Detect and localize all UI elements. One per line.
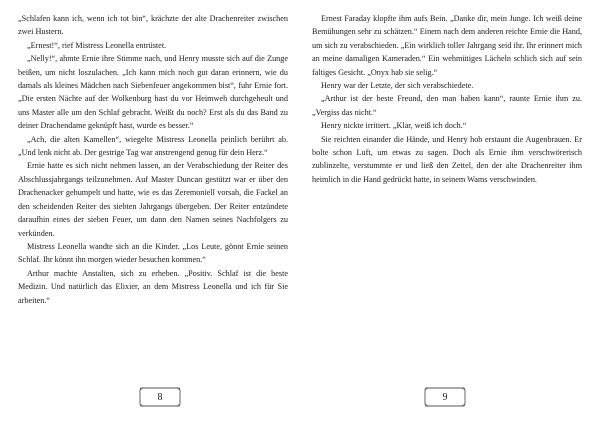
paragraph: Arthur machte Anstalten, sich zu erheben. „Positiv. Schlaf ist die beste Medizin. Und natürlich das Elixier, an dem Mistress Leonella und ich für Sie arbeiten.“ [18,268,288,305]
paragraph: „Ernest!“, rief Mistress Leonella entrüstet. [27,40,167,50]
paragraph: „Arthur ist der beste Freund, den man haben kann“, raunte Ernie ihm zu. „Vergiss das nicht.“ [312,94,582,117]
paragraph: Ernest Faraday klopfte ihm aufs Bein. „Danke dir, mein Junge. Ich weiß deine Bemühungen sehr zu schätzen.“ Einem nach dem anderen reichte Ernie die Hand, um sich zu verabschieden. „Ein wirklich toller Jahrgang seid ihr. Ihr erinnert mich an meine damaligen Kameraden.“ Ein wehmütiges Lächeln schlich sich auf sein faltiges Gesicht. „Onyx hab sie selig.“ [312,14,582,77]
paragraph: Mistress Leonella wandte sich an die Kinder. „Los Leute, gönnt Ernie seinen Schlaf. Ihr könnt ihn morgen wieder besuchen kommen.“ [18,241,288,265]
paragraph: „Schlafen kann ich, wenn ich tot bin“, krächzte der alte Drachenreiter zwischen zwei Hustern. [18,14,288,37]
right-page-text [312,12,582,186]
page-number-frame [423,386,467,408]
page-number: 8 [157,391,163,403]
paragraph: „Ach, die alten Kamellen“, wiegelte Mistress Leonella peinlich berührt ab. „Und lenk nicht ab. Der gestrige Tag war anstrengend genug für dein Herz.“ [18,134,288,158]
paragraph: Henry war der Letzte, der sich verabschiedete. [321,81,474,91]
paragraph: Ernie hatte es sich nicht nehmen lassen, an der Verabschiedung der Reiter des Abschlussjahrgangs teilzunehmen. Auf Master Duncan gestützt war er über den Drachenacker gehumpelt und hatte, wie es das Zeremoniell vorsah, die Fackel an den scheidenden Reiter des siebten Jahrgangs übergeben. Der Reiter entzündete daraufhin eines der sieben Feuer, um dann den Namen seines Nachfolgers zu verkünden. [18,161,288,238]
page-number-frame [138,386,182,408]
paragraph: „Nelly!“, ahmte Ernie ihre Stimme nach, und Henry musste sich auf die Zunge beißen, um nicht loszulachen. „Ich kann mich noch gut daran erinnern, wie du damals als kleines Mädchen nach Siebenfeuer angekommen bist“, fuhr Ernie fort. „Die ersten Nächte auf der Wolkenburg hast du vor Heimweh durchgeheult und uns Master alle um den Schlaf gebracht. Weißt du noch? Erst als du das Band zu deiner Drachendame geknüpft hast, wurde es besser.“ [18,54,288,131]
right-page [312,12,582,422]
left-page-text [18,12,288,307]
page-number: 9 [442,391,448,403]
paragraph: Henry nickte irritiert. „Klar, weiß ich doch.“ [321,121,467,131]
left-page [18,12,288,422]
paragraph: Sie reichten einander die Hände, und Henry hob erstaunt die Augenbrauen. Er bolte schon Luft, um etwas zu sagen. Doch als Ernie ihm verschwörerisch zublinzelte, verstummte er und ließ den Zettel, den der alte Drachenreiter ihm heimlich in die Hand gedrückt hatte, in seinem Wams verschwinden. [312,134,582,184]
